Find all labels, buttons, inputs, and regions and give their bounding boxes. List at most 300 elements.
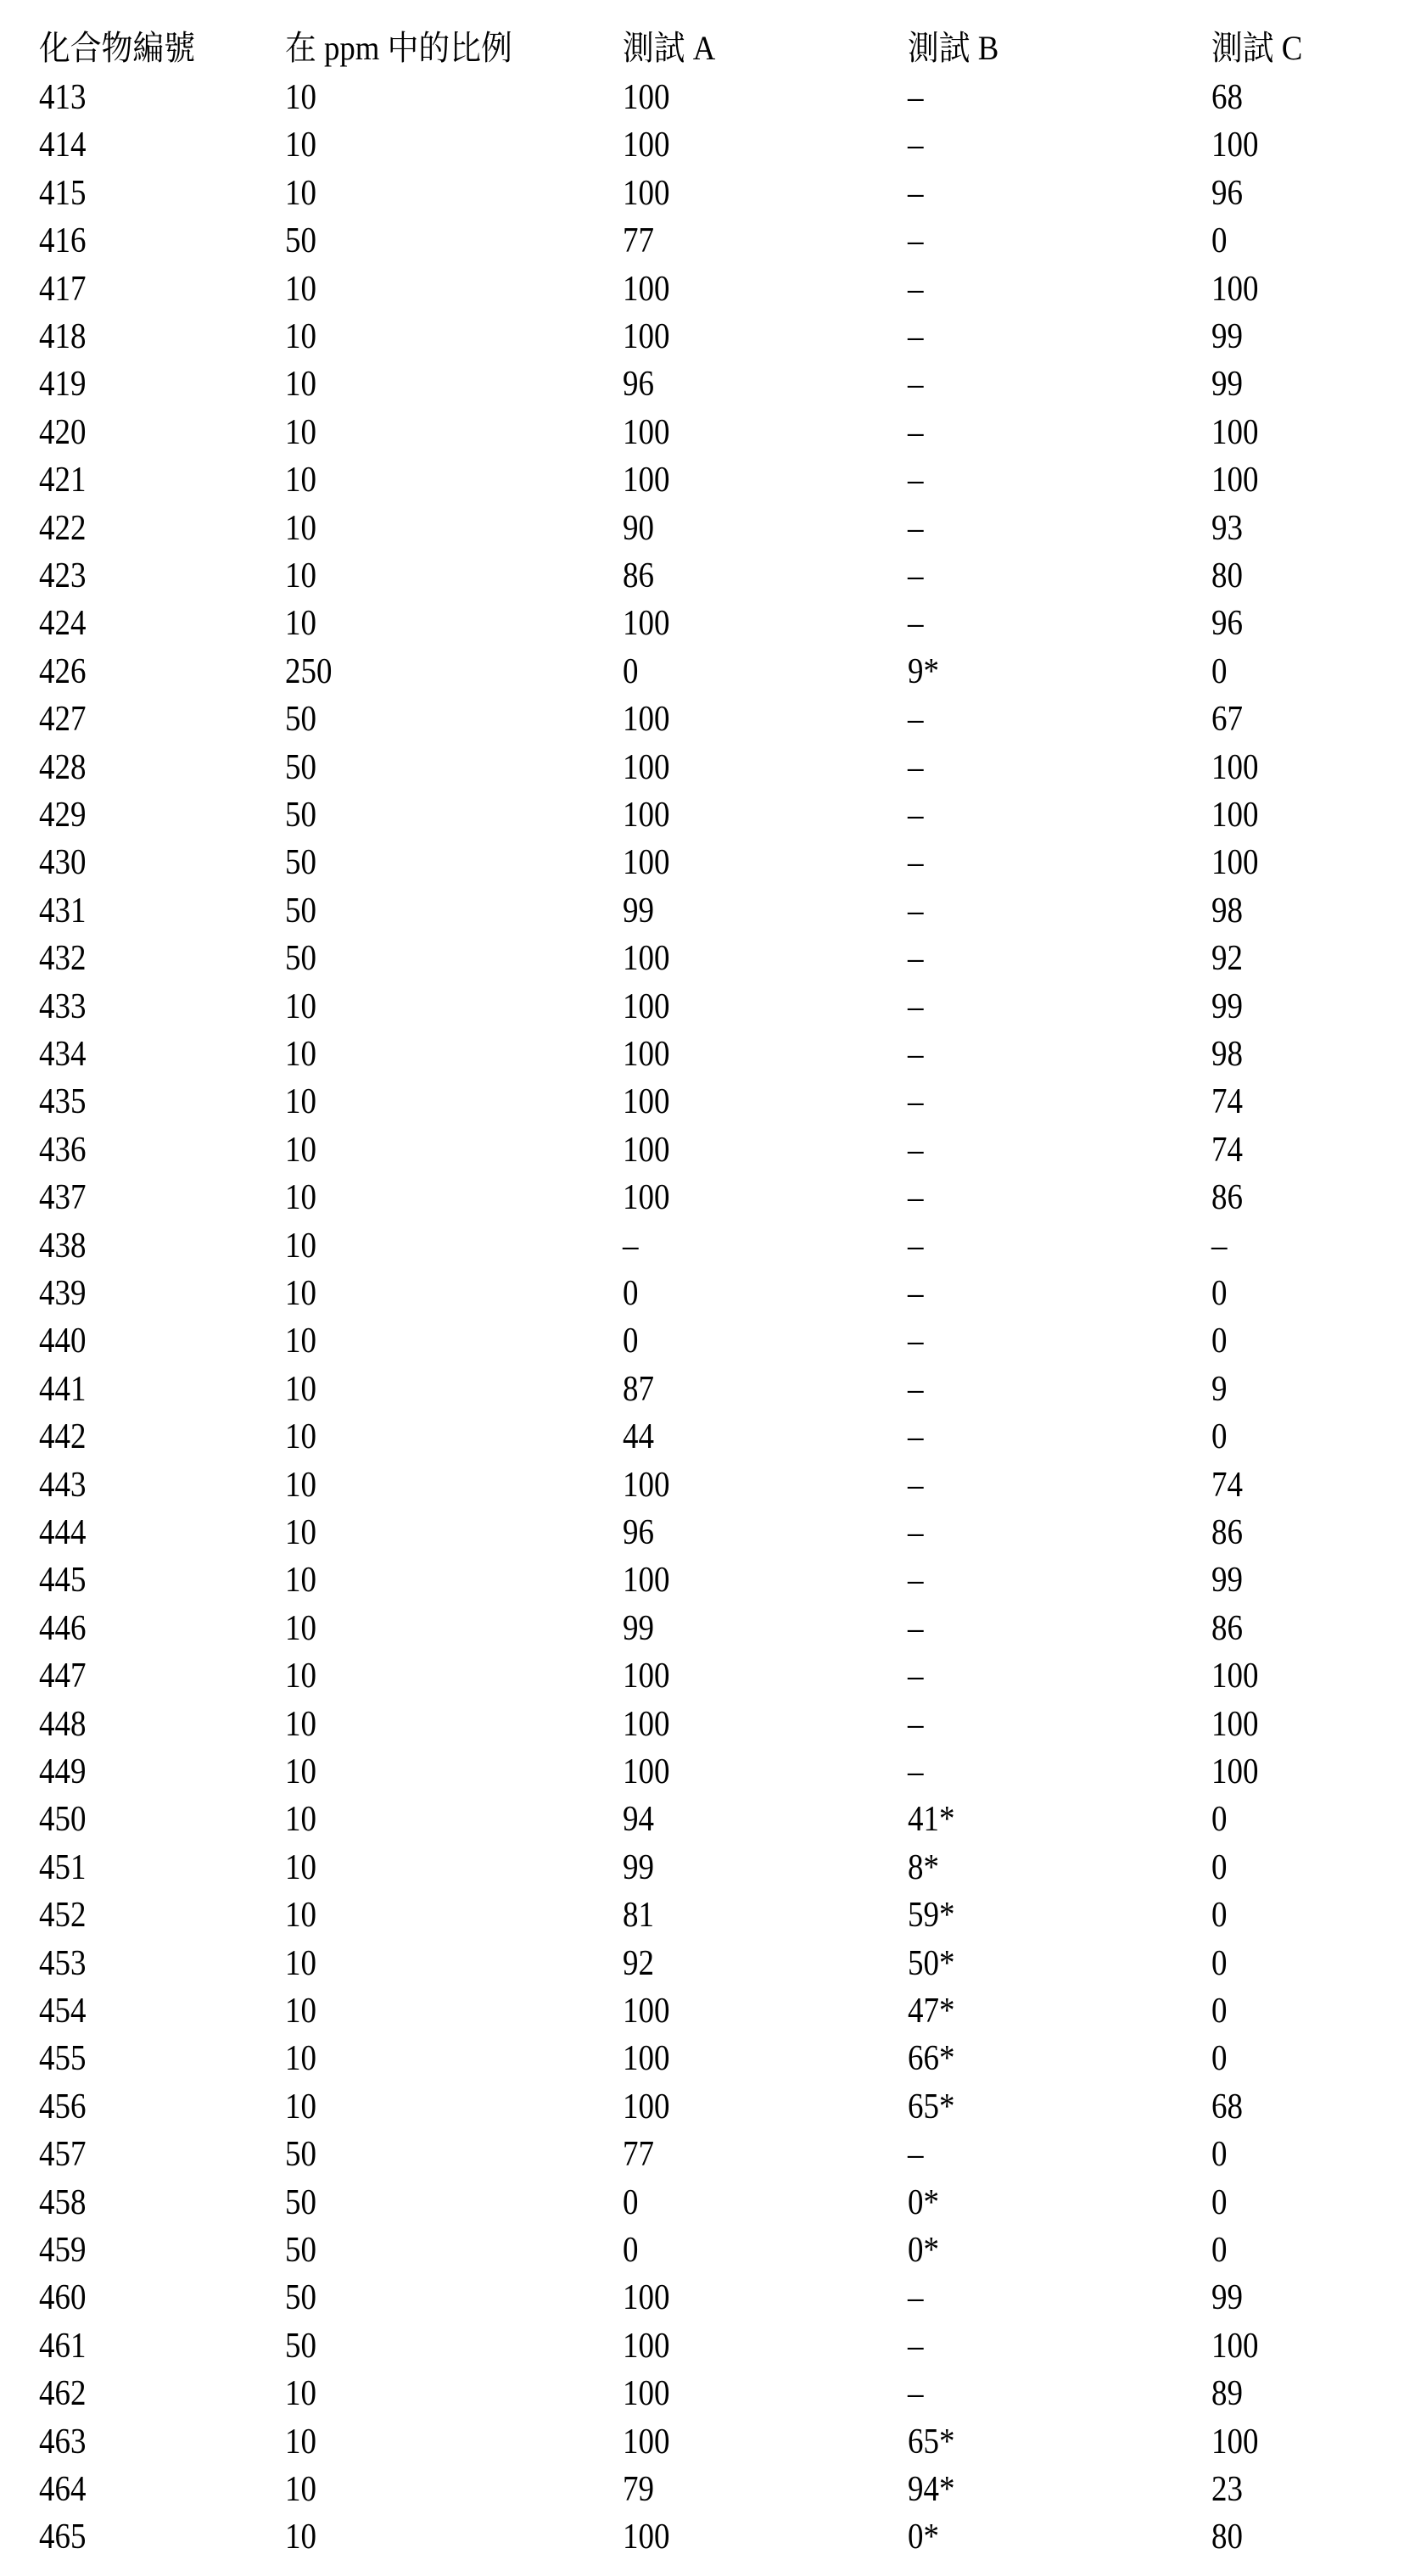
cell-test-c: 99	[1211, 2277, 1243, 2319]
cell-compound-number: 432	[39, 937, 86, 980]
cell-test-c: 0	[1211, 220, 1227, 262]
cell-ppm-ratio: 10	[285, 1129, 316, 1171]
cell-compound-number: 431	[39, 890, 86, 932]
cell-test-b: –	[908, 794, 923, 836]
cell-ppm-ratio: 10	[285, 1176, 316, 1219]
cell-ppm-ratio: 50	[285, 2325, 316, 2367]
cell-test-b: –	[908, 1703, 923, 1746]
table-row	[0, 651, 1404, 693]
header-test-a: 測試 A	[623, 27, 715, 70]
cell-test-b: –	[908, 986, 923, 1028]
header-ppm-ratio: 在 ppm 中的比例	[285, 27, 512, 70]
cell-test-b: –	[908, 220, 923, 262]
cell-test-c: 100	[1211, 841, 1258, 884]
cell-ppm-ratio: 10	[285, 172, 316, 215]
table-row	[0, 220, 1404, 262]
cell-test-c: 99	[1211, 363, 1243, 405]
cell-test-b: 9*	[908, 651, 939, 693]
cell-ppm-ratio: 10	[285, 1655, 316, 1697]
cell-test-a: 100	[623, 1464, 669, 1506]
cell-test-a: 100	[623, 698, 669, 740]
cell-test-b: –	[908, 1368, 923, 1411]
table-row	[0, 2037, 1404, 2080]
cell-compound-number: 443	[39, 1464, 86, 1506]
cell-test-c: 100	[1211, 746, 1258, 789]
table-row	[0, 1033, 1404, 1076]
cell-compound-number: 421	[39, 459, 86, 501]
cell-test-c: 100	[1211, 2325, 1258, 2367]
cell-test-a: 77	[623, 220, 654, 262]
table-row	[0, 2133, 1404, 2176]
cell-test-a: 90	[623, 507, 654, 550]
cell-compound-number: 427	[39, 698, 86, 740]
cell-ppm-ratio: 10	[285, 1942, 316, 1985]
cell-test-b: –	[908, 459, 923, 501]
cell-test-b: 0*	[908, 2182, 939, 2224]
table-row	[0, 746, 1404, 789]
cell-compound-number: 456	[39, 2086, 86, 2128]
cell-compound-number: 413	[39, 76, 86, 119]
cell-ppm-ratio: 50	[285, 220, 316, 262]
table-row	[0, 1847, 1404, 1889]
table-row	[0, 841, 1404, 884]
cell-test-a: 77	[623, 2133, 654, 2176]
cell-compound-number: 453	[39, 1942, 86, 1985]
cell-test-a: 100	[623, 172, 669, 215]
cell-test-c: 67	[1211, 698, 1243, 740]
cell-compound-number: 419	[39, 363, 86, 405]
cell-compound-number: 441	[39, 1368, 86, 1411]
cell-test-c: 98	[1211, 1033, 1243, 1076]
table-row	[0, 794, 1404, 836]
table-row	[0, 459, 1404, 501]
cell-test-b: –	[908, 1559, 923, 1601]
cell-test-a: 99	[623, 1607, 654, 1650]
table-row	[0, 698, 1404, 740]
cell-test-b: 59*	[908, 1894, 954, 1936]
header-compound-number: 化合物編號	[39, 27, 195, 70]
cell-test-c: 100	[1211, 268, 1258, 310]
cell-test-a: 94	[623, 1798, 654, 1841]
cell-test-c: 74	[1211, 1464, 1243, 1506]
cell-test-b: –	[908, 2372, 923, 2415]
cell-ppm-ratio: 10	[285, 1225, 316, 1267]
cell-ppm-ratio: 250	[285, 651, 332, 693]
cell-test-c: 68	[1211, 76, 1243, 119]
cell-ppm-ratio: 50	[285, 698, 316, 740]
cell-test-c: 0	[1211, 2182, 1227, 2224]
cell-test-b: 0*	[908, 2229, 939, 2271]
cell-ppm-ratio: 10	[285, 2421, 316, 2463]
table-row	[0, 316, 1404, 358]
cell-test-b: –	[908, 1129, 923, 1171]
cell-compound-number: 438	[39, 1225, 86, 1267]
cell-test-b: –	[908, 316, 923, 358]
cell-ppm-ratio: 10	[285, 1847, 316, 1889]
cell-compound-number: 461	[39, 2325, 86, 2367]
cell-ppm-ratio: 50	[285, 794, 316, 836]
cell-test-a: 96	[623, 363, 654, 405]
cell-test-b: 47*	[908, 1990, 954, 2032]
cell-test-a: 100	[623, 794, 669, 836]
cell-ppm-ratio: 50	[285, 2277, 316, 2319]
cell-test-b: –	[908, 1272, 923, 1315]
cell-compound-number: 426	[39, 651, 86, 693]
cell-compound-number: 418	[39, 316, 86, 358]
cell-test-a: 100	[623, 2277, 669, 2319]
cell-ppm-ratio: 10	[285, 602, 316, 645]
cell-test-b: –	[908, 1416, 923, 1458]
cell-ppm-ratio: 50	[285, 746, 316, 789]
cell-test-c: 96	[1211, 602, 1243, 645]
cell-ppm-ratio: 10	[285, 986, 316, 1028]
cell-ppm-ratio: 10	[285, 1894, 316, 1936]
cell-test-a: 44	[623, 1416, 654, 1458]
cell-test-c: 0	[1211, 1416, 1227, 1458]
cell-test-c: 96	[1211, 172, 1243, 215]
cell-compound-number: 460	[39, 2277, 86, 2319]
cell-test-c: 80	[1211, 2516, 1243, 2558]
cell-test-b: 50*	[908, 1942, 954, 1985]
cell-test-c: 68	[1211, 2086, 1243, 2128]
cell-test-b: –	[908, 937, 923, 980]
cell-ppm-ratio: 10	[285, 2086, 316, 2128]
cell-test-b: –	[908, 1225, 923, 1267]
cell-compound-number: 444	[39, 1512, 86, 1554]
table-row	[0, 1176, 1404, 1219]
cell-compound-number: 428	[39, 746, 86, 789]
cell-test-a: 100	[623, 1703, 669, 1746]
cell-compound-number: 439	[39, 1272, 86, 1315]
cell-ppm-ratio: 50	[285, 890, 316, 932]
cell-compound-number: 433	[39, 986, 86, 1028]
cell-test-b: –	[908, 2277, 923, 2319]
cell-test-a: 100	[623, 411, 669, 454]
cell-test-a: 100	[623, 602, 669, 645]
cell-test-b: –	[908, 172, 923, 215]
table-row	[0, 1081, 1404, 1123]
cell-test-b: –	[908, 1751, 923, 1793]
table-row	[0, 1464, 1404, 1506]
table-row	[0, 1942, 1404, 1985]
cell-test-a: 100	[623, 937, 669, 980]
table-row	[0, 1559, 1404, 1601]
table-row	[0, 890, 1404, 932]
cell-test-c: 74	[1211, 1081, 1243, 1123]
cell-test-b: –	[908, 1655, 923, 1697]
cell-test-c: 86	[1211, 1607, 1243, 1650]
cell-test-c: 0	[1211, 2229, 1227, 2271]
table-row	[0, 124, 1404, 166]
cell-test-a: 99	[623, 1847, 654, 1889]
cell-test-a: 100	[623, 124, 669, 166]
cell-test-b: –	[908, 1607, 923, 1650]
cell-test-a: 100	[623, 1129, 669, 1171]
cell-test-a: 0	[623, 651, 638, 693]
cell-test-a: 100	[623, 2086, 669, 2128]
cell-ppm-ratio: 10	[285, 1751, 316, 1793]
cell-test-c: 93	[1211, 507, 1243, 550]
cell-test-b: –	[908, 1033, 923, 1076]
cell-test-a: 100	[623, 1655, 669, 1697]
cell-compound-number: 429	[39, 794, 86, 836]
table-row	[0, 1798, 1404, 1841]
cell-test-a: 100	[623, 746, 669, 789]
cell-ppm-ratio: 10	[285, 1798, 316, 1841]
cell-ppm-ratio: 10	[285, 459, 316, 501]
cell-test-c: 74	[1211, 1129, 1243, 1171]
cell-test-a: 92	[623, 1942, 654, 1985]
cell-test-c: 100	[1211, 459, 1258, 501]
cell-test-b: 0*	[908, 2516, 939, 2558]
cell-test-a: 0	[623, 2182, 638, 2224]
cell-ppm-ratio: 10	[285, 1990, 316, 2032]
cell-compound-number: 436	[39, 1129, 86, 1171]
cell-ppm-ratio: 50	[285, 2133, 316, 2176]
cell-compound-number: 462	[39, 2372, 86, 2415]
table-row	[0, 268, 1404, 310]
cell-ppm-ratio: 10	[285, 1320, 316, 1362]
cell-ppm-ratio: 10	[285, 1559, 316, 1601]
table-row	[0, 2468, 1404, 2511]
cell-test-c: 100	[1211, 124, 1258, 166]
cell-test-b: –	[908, 602, 923, 645]
cell-test-c: 23	[1211, 2468, 1243, 2511]
cell-test-c: 99	[1211, 986, 1243, 1028]
cell-ppm-ratio: 50	[285, 2182, 316, 2224]
cell-ppm-ratio: 10	[285, 124, 316, 166]
cell-test-c: 0	[1211, 1272, 1227, 1315]
cell-compound-number: 464	[39, 2468, 86, 2511]
cell-test-c: 0	[1211, 1847, 1227, 1889]
cell-compound-number: 435	[39, 1081, 86, 1123]
cell-compound-number: 452	[39, 1894, 86, 1936]
cell-test-b: –	[908, 268, 923, 310]
cell-test-b: –	[908, 1512, 923, 1554]
cell-test-c: 92	[1211, 937, 1243, 980]
cell-test-a: 100	[623, 268, 669, 310]
cell-test-a: 0	[623, 1272, 638, 1315]
cell-test-b: –	[908, 555, 923, 597]
cell-ppm-ratio: 10	[285, 76, 316, 119]
cell-ppm-ratio: 10	[285, 1081, 316, 1123]
cell-compound-number: 424	[39, 602, 86, 645]
cell-ppm-ratio: 10	[285, 1416, 316, 1458]
cell-test-c: –	[1211, 1225, 1227, 1267]
table-row	[0, 2516, 1404, 2558]
cell-test-b: 66*	[908, 2037, 954, 2080]
table-row	[0, 507, 1404, 550]
table-row	[0, 1368, 1404, 1411]
cell-test-b: –	[908, 746, 923, 789]
table-row	[0, 2277, 1404, 2319]
cell-test-a: 100	[623, 986, 669, 1028]
cell-ppm-ratio: 50	[285, 937, 316, 980]
cell-compound-number: 458	[39, 2182, 86, 2224]
table-header-row	[0, 27, 1404, 70]
cell-test-a: 79	[623, 2468, 654, 2511]
table-row	[0, 2421, 1404, 2463]
table-row	[0, 363, 1404, 405]
table-row	[0, 2372, 1404, 2415]
cell-ppm-ratio: 10	[285, 1272, 316, 1315]
cell-compound-number: 449	[39, 1751, 86, 1793]
cell-test-c: 100	[1211, 2421, 1258, 2463]
cell-test-b: –	[908, 2133, 923, 2176]
cell-ppm-ratio: 10	[285, 411, 316, 454]
cell-test-c: 99	[1211, 1559, 1243, 1601]
cell-test-b: –	[908, 507, 923, 550]
cell-ppm-ratio: 10	[285, 1607, 316, 1650]
cell-test-b: 65*	[908, 2421, 954, 2463]
cell-ppm-ratio: 10	[285, 268, 316, 310]
cell-compound-number: 455	[39, 2037, 86, 2080]
table-row	[0, 1272, 1404, 1315]
cell-test-a: 100	[623, 1559, 669, 1601]
cell-test-c: 0	[1211, 2037, 1227, 2080]
table-row	[0, 1655, 1404, 1697]
cell-test-c: 100	[1211, 411, 1258, 454]
table-row	[0, 2182, 1404, 2224]
cell-test-a: 100	[623, 2421, 669, 2463]
cell-test-b: –	[908, 124, 923, 166]
cell-compound-number: 446	[39, 1607, 86, 1650]
cell-ppm-ratio: 10	[285, 555, 316, 597]
table-row	[0, 602, 1404, 645]
cell-test-a: 100	[623, 1990, 669, 2032]
cell-compound-number: 454	[39, 1990, 86, 2032]
cell-ppm-ratio: 50	[285, 2229, 316, 2271]
cell-ppm-ratio: 10	[285, 2468, 316, 2511]
cell-test-c: 0	[1211, 651, 1227, 693]
table-row	[0, 1225, 1404, 1267]
cell-test-a: 86	[623, 555, 654, 597]
cell-test-c: 100	[1211, 794, 1258, 836]
cell-test-a: 99	[623, 890, 654, 932]
cell-ppm-ratio: 10	[285, 2372, 316, 2415]
cell-test-c: 86	[1211, 1176, 1243, 1219]
cell-test-a: 100	[623, 76, 669, 119]
cell-compound-number: 422	[39, 507, 86, 550]
table-row	[0, 411, 1404, 454]
cell-test-b: –	[908, 1320, 923, 1362]
cell-test-b: 65*	[908, 2086, 954, 2128]
table-row	[0, 1129, 1404, 1171]
cell-test-c: 9	[1211, 1368, 1227, 1411]
cell-test-b: –	[908, 1464, 923, 1506]
cell-test-b: 8*	[908, 1847, 939, 1889]
cell-compound-number: 448	[39, 1703, 86, 1746]
cell-test-a: 87	[623, 1368, 654, 1411]
cell-compound-number: 445	[39, 1559, 86, 1601]
cell-test-c: 98	[1211, 890, 1243, 932]
cell-test-b: –	[908, 76, 923, 119]
cell-compound-number: 463	[39, 2421, 86, 2463]
cell-test-a: 100	[623, 2516, 669, 2558]
table-row	[0, 1894, 1404, 1936]
cell-test-a: 100	[623, 2037, 669, 2080]
cell-ppm-ratio: 10	[285, 1703, 316, 1746]
cell-test-c: 0	[1211, 1320, 1227, 1362]
cell-test-a: 96	[623, 1512, 654, 1554]
cell-test-a: –	[623, 1225, 638, 1267]
table-row	[0, 2325, 1404, 2367]
cell-compound-number: 423	[39, 555, 86, 597]
table-row	[0, 937, 1404, 980]
header-test-c: 測試 C	[1211, 27, 1302, 70]
cell-ppm-ratio: 10	[285, 2037, 316, 2080]
cell-test-a: 100	[623, 2325, 669, 2367]
cell-test-a: 100	[623, 1081, 669, 1123]
cell-test-c: 99	[1211, 316, 1243, 358]
cell-test-c: 100	[1211, 1703, 1258, 1746]
cell-test-c: 86	[1211, 1512, 1243, 1554]
table-row	[0, 1703, 1404, 1746]
cell-test-b: –	[908, 411, 923, 454]
cell-test-b: –	[908, 2325, 923, 2367]
cell-ppm-ratio: 10	[285, 1033, 316, 1076]
table-row	[0, 1607, 1404, 1650]
cell-compound-number: 440	[39, 1320, 86, 1362]
cell-ppm-ratio: 50	[285, 841, 316, 884]
cell-ppm-ratio: 10	[285, 1512, 316, 1554]
cell-compound-number: 447	[39, 1655, 86, 1697]
cell-test-a: 81	[623, 1894, 654, 1936]
cell-test-a: 0	[623, 2229, 638, 2271]
cell-ppm-ratio: 10	[285, 363, 316, 405]
cell-test-b: –	[908, 363, 923, 405]
cell-test-c: 100	[1211, 1655, 1258, 1697]
table-row	[0, 1320, 1404, 1362]
cell-test-b: –	[908, 1176, 923, 1219]
cell-test-a: 100	[623, 841, 669, 884]
header-test-b: 測試 B	[908, 27, 998, 70]
cell-test-c: 0	[1211, 1894, 1227, 1936]
cell-test-c: 0	[1211, 2133, 1227, 2176]
cell-compound-number: 434	[39, 1033, 86, 1076]
cell-compound-number: 465	[39, 2516, 86, 2558]
table-row	[0, 76, 1404, 119]
cell-compound-number: 450	[39, 1798, 86, 1841]
cell-test-b: 41*	[908, 1798, 954, 1841]
table-row	[0, 1512, 1404, 1554]
cell-compound-number: 430	[39, 841, 86, 884]
cell-test-c: 0	[1211, 1798, 1227, 1841]
cell-compound-number: 417	[39, 268, 86, 310]
cell-ppm-ratio: 10	[285, 1464, 316, 1506]
cell-test-a: 100	[623, 1176, 669, 1219]
cell-test-c: 89	[1211, 2372, 1243, 2415]
cell-test-a: 100	[623, 459, 669, 501]
cell-compound-number: 420	[39, 411, 86, 454]
table-row	[0, 1990, 1404, 2032]
table-row	[0, 2229, 1404, 2271]
table-row	[0, 1751, 1404, 1793]
cell-compound-number: 451	[39, 1847, 86, 1889]
table-row	[0, 2086, 1404, 2128]
cell-compound-number: 415	[39, 172, 86, 215]
cell-test-b: 94*	[908, 2468, 954, 2511]
cell-test-c: 0	[1211, 1942, 1227, 1985]
cell-test-a: 100	[623, 2372, 669, 2415]
cell-test-c: 0	[1211, 1990, 1227, 2032]
table-row	[0, 555, 1404, 597]
cell-ppm-ratio: 10	[285, 507, 316, 550]
cell-compound-number: 457	[39, 2133, 86, 2176]
cell-test-c: 100	[1211, 1751, 1258, 1793]
table-row	[0, 1416, 1404, 1458]
cell-compound-number: 459	[39, 2229, 86, 2271]
